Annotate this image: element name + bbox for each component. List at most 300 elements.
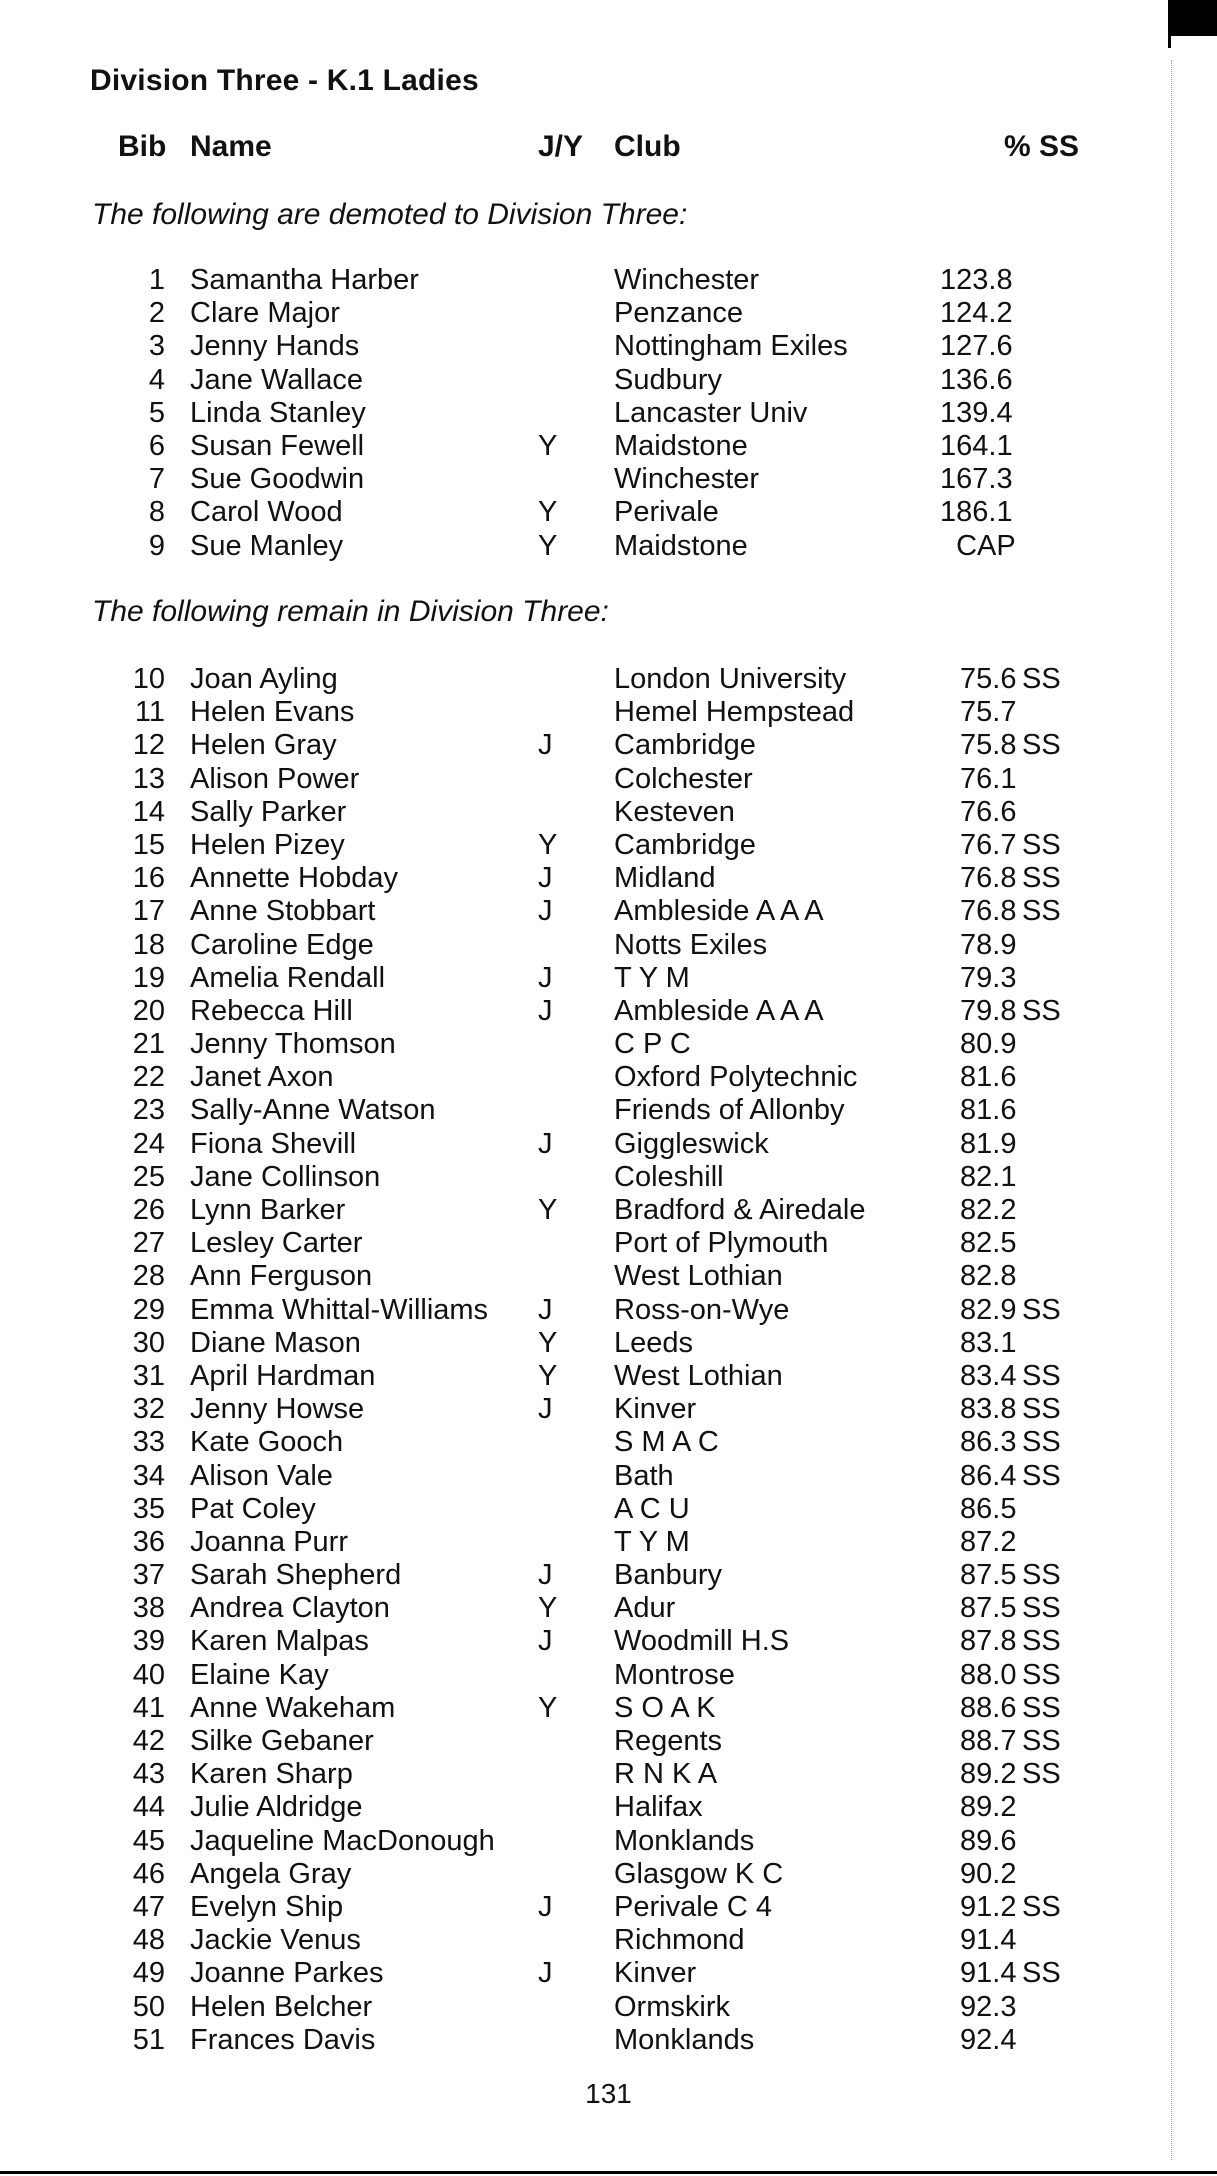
club-name: Leeds [614, 1326, 694, 1359]
ss-marker: SS [1022, 828, 1061, 861]
percent-value: 90.2 [960, 1857, 1017, 1890]
junior-youth-flag: J [538, 895, 553, 928]
percent-value: 139.4 [940, 396, 1013, 429]
competitor-name: Helen Gray [190, 729, 337, 762]
club-name: Maidstone [614, 429, 748, 462]
percent-value: 76.8 [960, 895, 1017, 928]
club-name: Kesteven [614, 795, 735, 828]
club-name: Richmond [614, 1924, 745, 1957]
competitor-name: Emma Whittal-Williams [190, 1293, 489, 1326]
table-row [0, 1526, 1217, 1559]
header-club: Club [614, 130, 681, 163]
bib-number: 27 [132, 1227, 165, 1260]
bib-number: 44 [132, 1791, 165, 1824]
competitor-name: Amelia Rendall [190, 961, 386, 994]
table-row [0, 1393, 1217, 1426]
percent-value: 127.6 [940, 330, 1013, 363]
bib-number: 47 [132, 1890, 165, 1923]
ss-marker: SS [1022, 729, 1061, 762]
club-name: Woodmill H.S [614, 1625, 790, 1658]
competitor-name: Joan Ayling [190, 663, 338, 695]
ss-marker: SS [1022, 1658, 1061, 1691]
percent-value: 87.5 [960, 1559, 1017, 1592]
percent-value: 83.8 [960, 1393, 1017, 1426]
competitor-name: Karen Sharp [190, 1758, 353, 1791]
bib-number: 28 [132, 1260, 165, 1293]
percent-value: 136.6 [940, 363, 1013, 396]
bib-number: 16 [132, 862, 165, 895]
club-name: R N K A [614, 1758, 718, 1791]
club-name: Maidstone [614, 529, 748, 562]
ss-marker: SS [1022, 1691, 1061, 1724]
table-row [0, 496, 1217, 529]
bib-number: 23 [132, 1094, 165, 1127]
percent-value: 83.1 [960, 1326, 1017, 1359]
ss-marker: SS [1022, 1957, 1061, 1990]
club-name: Bath [614, 1459, 674, 1492]
percent-value: 81.6 [960, 1061, 1017, 1094]
ss-marker: SS [1022, 1758, 1061, 1791]
club-name: Bradford & Airedale [614, 1194, 866, 1226]
club-name: West Lothian [614, 1359, 783, 1392]
bib-number: 41 [132, 1691, 165, 1724]
table-row [0, 1161, 1217, 1194]
table-row [0, 397, 1217, 430]
percent-value: 82.5 [960, 1227, 1017, 1260]
bib-number: 40 [132, 1658, 165, 1691]
club-name: Adur [614, 1592, 676, 1625]
percent-value: 76.7 [960, 828, 1017, 861]
header-name: Name [190, 130, 272, 163]
table-row [0, 430, 1217, 463]
bib-number: 19 [132, 961, 165, 994]
club-name: Cambridge [614, 828, 756, 861]
header-jy: J/Y [538, 130, 584, 163]
percent-value: CAP [940, 529, 1016, 562]
percent-value: 82.9 [960, 1293, 1017, 1326]
junior-youth-flag: J [538, 1293, 553, 1326]
bib-number: 49 [132, 1957, 165, 1990]
club-name: Lancaster Univ [614, 396, 808, 429]
bib-number: 2 [148, 297, 165, 330]
percent-value: 82.8 [960, 1260, 1017, 1293]
junior-youth-flag: Y [538, 1194, 558, 1226]
bib-number: 24 [132, 1127, 165, 1160]
club-name: Giggleswick [614, 1127, 769, 1160]
club-name: Ambleside A A A [614, 994, 824, 1027]
bib-number: 1 [148, 264, 165, 296]
ss-marker: SS [1022, 663, 1061, 695]
bib-number: 13 [132, 762, 165, 795]
junior-youth-flag: Y [538, 529, 558, 562]
table-row [0, 1028, 1217, 1061]
table-row [0, 1692, 1217, 1725]
club-name: Colchester [614, 762, 753, 795]
club-name: A C U [614, 1492, 690, 1525]
percent-value: 81.6 [960, 1094, 1017, 1127]
table-row [0, 1194, 1217, 1227]
bib-number: 39 [132, 1625, 165, 1658]
club-name: Ambleside A A A [614, 895, 824, 928]
table-row [0, 1592, 1217, 1625]
percent-value: 76.6 [960, 795, 1017, 828]
ss-marker: SS [1022, 895, 1061, 928]
percent-value: 75.7 [960, 696, 1017, 729]
bib-number: 35 [132, 1492, 165, 1525]
competitor-name: Linda Stanley [190, 396, 366, 429]
table-row [0, 1991, 1217, 2024]
club-name: Oxford Polytechnic [614, 1061, 858, 1094]
page-title: Division Three - K.1 Ladies [90, 64, 479, 97]
competitor-name: Silke Gebaner [190, 1725, 374, 1757]
table-row [0, 1294, 1217, 1327]
ss-marker: SS [1022, 1559, 1061, 1592]
competitor-name: Jaqueline MacDonough [190, 1824, 495, 1857]
bib-number: 42 [132, 1725, 165, 1757]
percent-value: 75.8 [960, 729, 1017, 762]
club-name: S O A K [614, 1691, 716, 1724]
club-name: Penzance [614, 297, 743, 330]
table-row [0, 763, 1217, 796]
remain-list [0, 663, 1217, 2057]
bib-number: 38 [132, 1592, 165, 1625]
table-row [0, 1128, 1217, 1161]
bib-number: 29 [132, 1293, 165, 1326]
competitor-name: Jenny Hands [190, 330, 360, 363]
junior-youth-flag: J [538, 729, 553, 762]
table-row [0, 1924, 1217, 1957]
competitor-name: Jenny Howse [190, 1393, 365, 1426]
bib-number: 50 [132, 1990, 165, 2023]
club-name: Coleshill [614, 1160, 724, 1193]
table-row [0, 1659, 1217, 1692]
competitor-name: Sally-Anne Watson [190, 1094, 436, 1127]
junior-youth-flag: J [538, 862, 553, 895]
percent-value: 167.3 [940, 463, 1013, 496]
competitor-name: Sarah Shepherd [190, 1559, 402, 1592]
percent-value: 82.1 [960, 1160, 1017, 1193]
table-row [0, 297, 1217, 330]
table-row [0, 1625, 1217, 1658]
table-row [0, 1791, 1217, 1824]
table-row [0, 1327, 1217, 1360]
junior-youth-flag: Y [538, 828, 558, 861]
percent-value: 78.9 [960, 928, 1017, 961]
table-row [0, 1559, 1217, 1592]
competitor-name: Samantha Harber [190, 264, 419, 296]
competitor-name: Lesley Carter [190, 1227, 363, 1260]
bib-number: 51 [132, 2023, 165, 2056]
club-name: Ross-on-Wye [614, 1293, 790, 1326]
bib-number: 45 [132, 1824, 165, 1857]
bottom-rule [0, 2171, 1217, 2174]
percent-value: 124.2 [940, 297, 1013, 330]
bib-number: 10 [132, 663, 165, 695]
percent-value: 75.6 [960, 663, 1017, 695]
club-name: Monklands [614, 2023, 755, 2056]
club-name: Perivale C 4 [614, 1890, 772, 1923]
competitor-name: Jane Collinson [190, 1160, 381, 1193]
percent-value: 91.4 [960, 1924, 1017, 1957]
table-row [0, 1825, 1217, 1858]
bib-number: 32 [132, 1393, 165, 1426]
competitor-name: Carol Wood [190, 496, 343, 529]
percent-value: 79.8 [960, 994, 1017, 1027]
competitor-name: Jackie Venus [190, 1924, 361, 1957]
bib-number: 37 [132, 1559, 165, 1592]
bib-number: 46 [132, 1857, 165, 1890]
ss-marker: SS [1022, 1293, 1061, 1326]
ss-marker: SS [1022, 1725, 1061, 1757]
corner-mark [1171, 0, 1217, 36]
competitor-name: Andrea Clayton [190, 1592, 390, 1625]
bib-number: 26 [132, 1194, 165, 1226]
ss-marker: SS [1022, 1459, 1061, 1492]
club-name: Regents [614, 1725, 723, 1757]
competitor-name: Fiona Shevill [190, 1127, 357, 1160]
competitor-name: Pat Coley [190, 1492, 316, 1525]
competitor-name: Caroline Edge [190, 928, 374, 961]
table-row [0, 796, 1217, 829]
competitor-name: Rebecca Hill [190, 994, 353, 1027]
percent-value: 86.4 [960, 1459, 1017, 1492]
competitor-name: Lynn Barker [190, 1194, 346, 1226]
bib-number: 17 [132, 895, 165, 928]
ss-marker: SS [1022, 1592, 1061, 1625]
bib-number: 34 [132, 1459, 165, 1492]
table-row [0, 463, 1217, 496]
bib-number: 12 [132, 729, 165, 762]
competitor-name: Helen Belcher [190, 1990, 373, 2023]
table-row [0, 1460, 1217, 1493]
club-name: Port of Plymouth [614, 1227, 829, 1260]
club-name: Ormskirk [614, 1990, 730, 2023]
club-name: Glasgow K C [614, 1857, 784, 1890]
table-row [0, 530, 1217, 563]
table-row [0, 829, 1217, 862]
club-name: Monklands [614, 1824, 755, 1857]
corner-line [1168, 0, 1171, 48]
competitor-name: Anne Stobbart [190, 895, 376, 928]
percent-value: 88.7 [960, 1725, 1017, 1757]
percent-value: 164.1 [940, 429, 1013, 462]
junior-youth-flag: Y [538, 1592, 558, 1625]
table-row [0, 364, 1217, 397]
club-name: Nottingham Exiles [614, 330, 848, 363]
competitor-name: Diane Mason [190, 1326, 361, 1359]
table-row [0, 1094, 1217, 1127]
table-row [0, 862, 1217, 895]
table-row [0, 1360, 1217, 1393]
competitor-name: Janet Axon [190, 1061, 334, 1094]
club-name: C P C [614, 1028, 691, 1061]
bib-number: 22 [132, 1061, 165, 1094]
table-row [0, 1957, 1217, 1990]
percent-value: 87.2 [960, 1525, 1017, 1558]
club-name: West Lothian [614, 1260, 783, 1293]
table-row [0, 1858, 1217, 1891]
competitor-name: Joanna Purr [190, 1525, 348, 1558]
ss-marker: SS [1022, 1359, 1061, 1392]
club-name: Kinver [614, 1393, 697, 1426]
competitor-name: Joanne Parkes [190, 1957, 384, 1990]
percent-value: 123.8 [940, 264, 1013, 296]
percent-value: 87.5 [960, 1592, 1017, 1625]
bib-number: 9 [148, 529, 165, 562]
header-bib: Bib [118, 130, 167, 163]
ss-marker: SS [1022, 1625, 1061, 1658]
percent-value: 86.5 [960, 1492, 1017, 1525]
bib-number: 25 [132, 1160, 165, 1193]
percent-value: 91.4 [960, 1957, 1017, 1990]
competitor-name: Frances Davis [190, 2023, 376, 2056]
competitor-name: Clare Major [190, 297, 340, 330]
percent-value: 82.2 [960, 1194, 1017, 1226]
bib-number: 7 [148, 463, 165, 496]
section-heading-demoted: The following are demoted to Division Three: [92, 198, 688, 231]
club-name: T Y M [614, 961, 690, 994]
competitor-name: Angela Gray [190, 1857, 352, 1890]
percent-value: 86.3 [960, 1426, 1017, 1459]
table-row [0, 995, 1217, 1028]
bib-number: 15 [132, 828, 165, 861]
competitor-name: Annette Hobday [190, 862, 398, 895]
bib-number: 36 [132, 1525, 165, 1558]
club-name: T Y M [614, 1525, 690, 1558]
club-name: Midland [614, 862, 716, 895]
junior-youth-flag: J [538, 1957, 553, 1990]
ss-marker: SS [1022, 1393, 1061, 1426]
competitor-name: Susan Fewell [190, 429, 365, 462]
competitor-name: April Hardman [190, 1359, 376, 1392]
bib-number: 31 [132, 1359, 165, 1392]
competitor-name: Helen Pizey [190, 828, 345, 861]
competitor-name: Kate Gooch [190, 1426, 344, 1459]
bib-number: 18 [132, 928, 165, 961]
table-row [0, 1260, 1217, 1293]
competitor-name: Sue Goodwin [190, 463, 365, 496]
bib-number: 5 [148, 396, 165, 429]
bib-number: 30 [132, 1326, 165, 1359]
section-heading-remain: The following remain in Division Three: [92, 595, 609, 628]
bib-number: 3 [148, 330, 165, 363]
table-row [0, 729, 1217, 762]
club-name: Perivale [614, 496, 719, 529]
percent-value: 81.9 [960, 1127, 1017, 1160]
table-row [0, 929, 1217, 962]
ss-marker: SS [1022, 1426, 1061, 1459]
percent-value: 79.3 [960, 961, 1017, 994]
competitor-name: Helen Evans [190, 696, 355, 729]
table-row [0, 1758, 1217, 1791]
club-name: Winchester [614, 463, 760, 496]
competitor-name: Sue Manley [190, 529, 344, 562]
competitor-name: Julie Aldridge [190, 1791, 363, 1824]
percent-value: 92.4 [960, 2023, 1017, 2056]
junior-youth-flag: J [538, 994, 553, 1027]
page-number: 131 [585, 2078, 632, 2109]
table-row [0, 1227, 1217, 1260]
junior-youth-flag: Y [538, 1691, 558, 1724]
percent-value: 92.3 [960, 1990, 1017, 2023]
percent-value: 83.4 [960, 1359, 1017, 1392]
club-name: Notts Exiles [614, 928, 768, 961]
table-row [0, 663, 1217, 696]
club-name: Montrose [614, 1658, 735, 1691]
demoted-list [0, 264, 1217, 563]
club-name: Cambridge [614, 729, 756, 762]
header-ss: % SS [1004, 130, 1080, 163]
percent-value: 88.6 [960, 1691, 1017, 1724]
junior-youth-flag: J [538, 1625, 553, 1658]
table-row [0, 1061, 1217, 1094]
table-row [0, 2024, 1217, 2057]
percent-value: 76.8 [960, 862, 1017, 895]
competitor-name: Elaine Kay [190, 1658, 329, 1691]
competitor-name: Sally Parker [190, 795, 347, 828]
table-row [0, 1891, 1217, 1924]
percent-value: 89.2 [960, 1758, 1017, 1791]
junior-youth-flag: J [538, 1890, 553, 1923]
bib-number: 20 [132, 994, 165, 1027]
table-row [0, 264, 1217, 297]
percent-value: 88.0 [960, 1658, 1017, 1691]
table-row [0, 962, 1217, 995]
percent-value: 186.1 [940, 496, 1013, 529]
bib-number: 43 [132, 1758, 165, 1791]
competitor-name: Jane Wallace [190, 363, 364, 396]
bib-number: 4 [148, 363, 165, 396]
ss-marker: SS [1022, 862, 1061, 895]
percent-value: 87.8 [960, 1625, 1017, 1658]
club-name: Winchester [614, 264, 760, 296]
junior-youth-flag: J [538, 1559, 553, 1592]
table-row [0, 895, 1217, 928]
table-row [0, 1725, 1217, 1758]
junior-youth-flag: J [538, 1127, 553, 1160]
junior-youth-flag: Y [538, 1359, 558, 1392]
bib-number: 33 [132, 1426, 165, 1459]
percent-value: 76.1 [960, 762, 1017, 795]
bib-number: 21 [132, 1028, 165, 1061]
bib-number: 48 [132, 1924, 165, 1957]
percent-value: 91.2 [960, 1890, 1017, 1923]
competitor-name: Anne Wakeham [190, 1691, 396, 1724]
club-name: London University [614, 663, 847, 695]
table-row [0, 696, 1217, 729]
bib-number: 6 [148, 429, 165, 462]
bib-number: 11 [134, 696, 165, 729]
percent-value: 89.2 [960, 1791, 1017, 1824]
junior-youth-flag: Y [538, 429, 558, 462]
club-name: Friends of Allonby [614, 1094, 845, 1127]
competitor-name: Alison Vale [190, 1459, 333, 1492]
club-name: Kinver [614, 1957, 697, 1990]
ss-marker: SS [1022, 1890, 1061, 1923]
ss-marker: SS [1022, 994, 1061, 1027]
table-row [0, 1426, 1217, 1459]
table-row [0, 1493, 1217, 1526]
club-name: Hemel Hempstead [614, 696, 855, 729]
club-name: Banbury [614, 1559, 723, 1592]
competitor-name: Alison Power [190, 762, 360, 795]
junior-youth-flag: J [538, 1393, 553, 1426]
club-name: Sudbury [614, 363, 723, 396]
competitor-name: Karen Malpas [190, 1625, 369, 1658]
bib-number: 8 [148, 496, 165, 529]
junior-youth-flag: Y [538, 1326, 558, 1359]
junior-youth-flag: J [538, 961, 553, 994]
